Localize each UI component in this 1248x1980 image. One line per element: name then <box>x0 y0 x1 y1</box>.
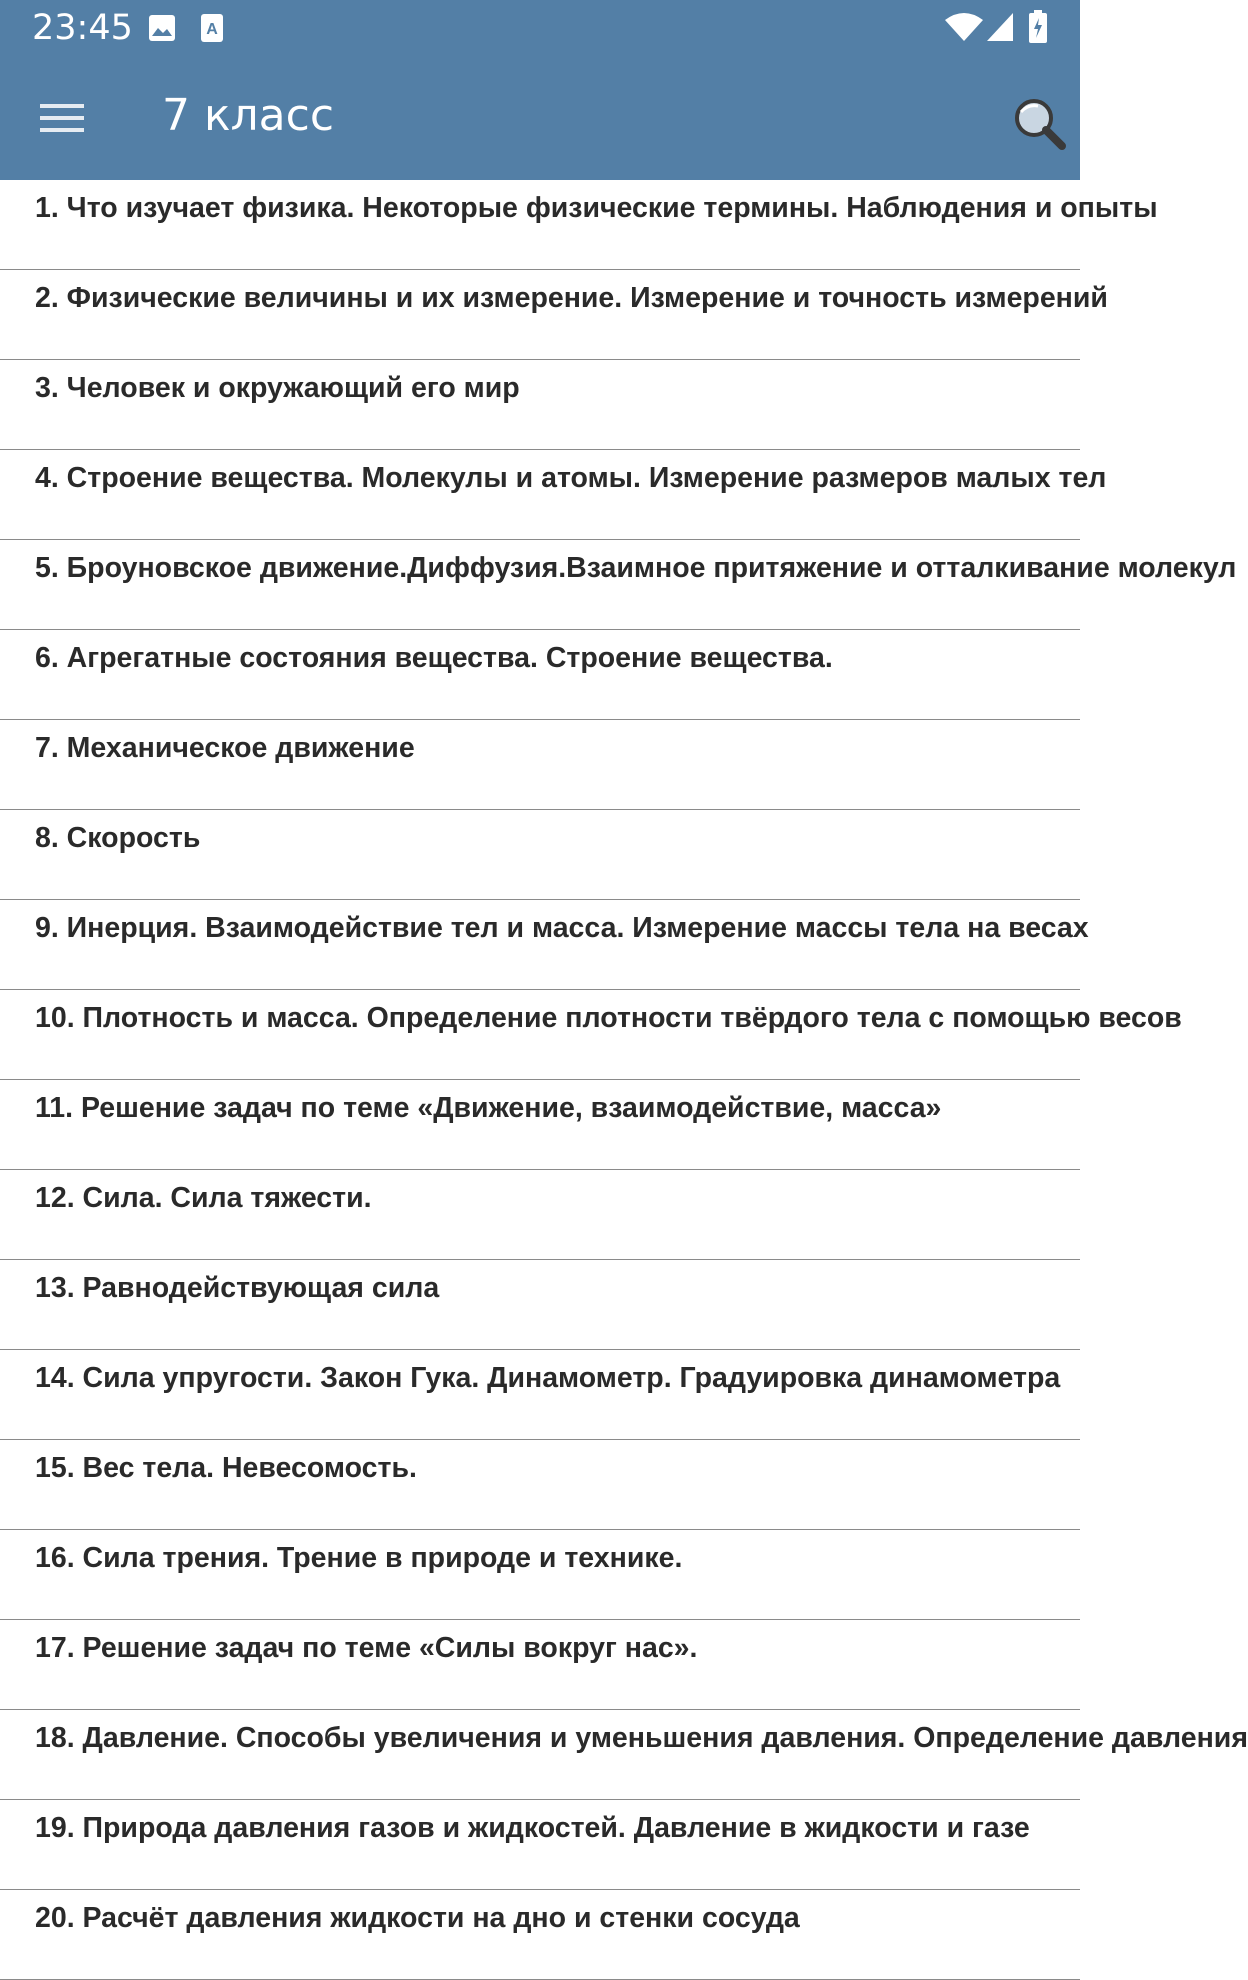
lesson-item-title: 6. Агрегатные состояния вещества. Строение вещества. <box>35 642 833 674</box>
lesson-item-title: 19. Природа давления газов и жидкостей. Давление в жидкости и газе <box>35 1812 1030 1844</box>
status-bar <box>0 0 1080 56</box>
lesson-item-title: 15. Вес тела. Невесомость. <box>35 1452 417 1484</box>
lesson-item[interactable] <box>0 1620 1080 1710</box>
lesson-item[interactable] <box>0 1440 1080 1530</box>
lesson-item-title: 1. Что изучает физика. Некоторые физические термины. Наблюдения и опыты <box>35 192 1158 224</box>
lesson-item-title: 5. Броуновское движение.Диффузия.Взаимное притяжение и отталкивание молекул <box>35 552 1237 584</box>
lesson-item[interactable] <box>0 810 1080 900</box>
lesson-item[interactable] <box>0 450 1107 540</box>
lesson-item[interactable] <box>0 1260 1080 1350</box>
wifi-icon <box>944 12 984 47</box>
lesson-item-title: 13. Равнодействующая сила <box>35 1272 440 1304</box>
lesson-item[interactable] <box>0 990 1182 1080</box>
lesson-list <box>0 180 1248 1934</box>
lesson-item[interactable] <box>0 180 1158 270</box>
lesson-item-title: 4. Строение вещества. Молекулы и атомы. Измерение размеров малых тел <box>35 462 1107 494</box>
lesson-item[interactable] <box>0 1530 1080 1620</box>
lesson-item-title: 14. Сила упругости. Закон Гука. Динамометр. Градуировка динамометра <box>35 1362 1061 1394</box>
lesson-item-title: 9. Инерция. Взаимодействие тел и масса. Измерение массы тела на весах <box>35 912 1089 944</box>
lesson-item[interactable] <box>0 270 1108 360</box>
lesson-item[interactable] <box>0 1080 1080 1170</box>
search-button[interactable] <box>1008 92 1072 156</box>
lesson-item[interactable] <box>0 1800 1080 1890</box>
page-title: 7 класс <box>162 90 335 141</box>
lesson-item-title: 11. Решение задач по теме «Движение, взаимодействие, масса» <box>35 1092 942 1124</box>
lesson-item[interactable] <box>0 1350 1080 1440</box>
toolbar <box>0 56 1080 180</box>
lesson-item[interactable] <box>0 900 1089 990</box>
hamburger-menu-icon <box>39 102 85 134</box>
menu-button[interactable] <box>26 82 98 154</box>
lesson-item-title: 20. Расчёт давления жидкости на дно и стенки сосуда <box>35 1902 800 1934</box>
lesson-item-title: 10. Плотность и масса. Определение плотности твёрдого тела с помощью весов <box>35 1002 1182 1034</box>
app-a-icon <box>200 13 224 48</box>
search-icon <box>1008 92 1072 156</box>
app-header <box>0 0 1080 180</box>
lesson-item-title: 16. Сила трения. Трение в природе и технике. <box>35 1542 683 1574</box>
lesson-item-title: 3. Человек и окружающий его мир <box>35 372 520 404</box>
lesson-item-title: 7. Механическое движение <box>35 732 415 764</box>
lesson-item[interactable] <box>0 1890 1080 1980</box>
lesson-item[interactable] <box>0 1710 1248 1800</box>
signal-icon <box>986 12 1014 47</box>
lesson-item-title: 8. Скорость <box>35 822 201 854</box>
lesson-item[interactable] <box>0 360 1080 450</box>
svg-text:A: A <box>206 21 218 38</box>
image-icon <box>148 14 176 47</box>
lesson-item[interactable] <box>0 720 1080 810</box>
lesson-item-title: 17. Решение задач по теме «Силы вокруг нас». <box>35 1632 698 1664</box>
lesson-item[interactable] <box>0 630 1080 720</box>
lesson-item[interactable] <box>0 1170 1080 1260</box>
lesson-item-title: 18. Давление. Способы увеличения и уменьшения давления. Определение давления <box>35 1722 1248 1754</box>
lesson-item-title: 2. Физические величины и их измерение. Измерение и точность измерений <box>35 282 1108 314</box>
lesson-item[interactable] <box>0 540 1237 630</box>
status-time: 23:45 <box>32 8 133 48</box>
battery-charging-icon <box>1028 10 1048 49</box>
lesson-item-title: 12. Сила. Сила тяжести. <box>35 1182 372 1214</box>
